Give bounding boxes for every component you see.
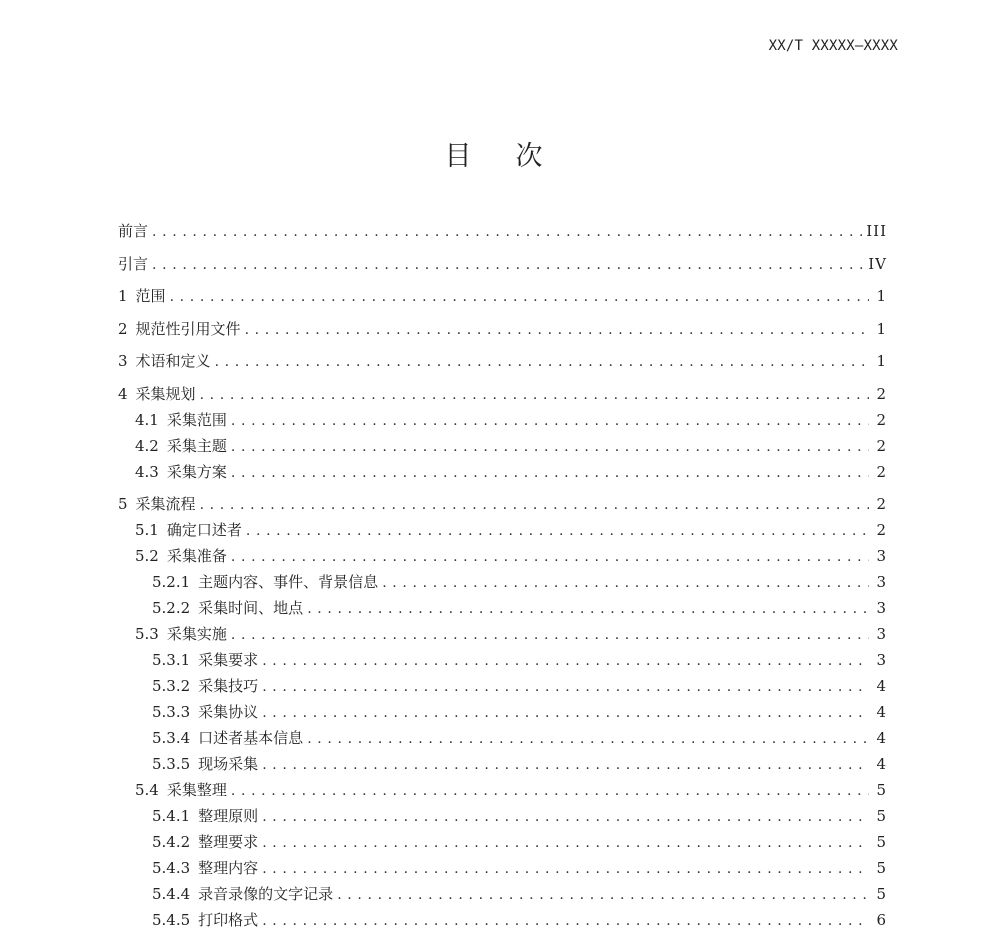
toc-entry[interactable]	[118, 699, 887, 725]
toc-entry-number: 5.3.4	[152, 729, 191, 747]
toc-entry[interactable]	[118, 647, 887, 673]
toc-entry[interactable]	[118, 725, 887, 751]
toc-entry-page-number: 3	[876, 573, 887, 591]
dot-leader	[152, 251, 864, 278]
dot-leader	[200, 381, 869, 408]
toc-entry-number: 5.4.5	[152, 911, 191, 929]
toc-entry-title: 录音录像的文字记录	[198, 885, 334, 903]
toc-entry-title: 采集方案	[166, 462, 227, 481]
toc-title: 目次	[444, 141, 587, 172]
toc-entry[interactable]	[118, 855, 887, 881]
toc-entry[interactable]	[118, 621, 887, 647]
toc-entry-title: 采集技巧	[198, 677, 259, 695]
dot-leader	[246, 517, 869, 544]
toc-entry-page-number: 1	[876, 319, 887, 338]
toc-entry-title: 引言	[118, 254, 149, 273]
toc-entry-number: 5.3.2	[152, 677, 191, 695]
toc-entry-number: 5	[118, 495, 128, 513]
dot-leader	[262, 907, 869, 934]
dot-leader	[231, 459, 869, 486]
toc-entry-number: 5.3.5	[152, 755, 191, 773]
toc-entry-page-number: IV	[868, 254, 887, 273]
toc-entry-number: 2	[118, 319, 128, 338]
toc-entry-page-number: 5	[876, 781, 887, 799]
toc-entry-number: 5.4.3	[152, 859, 191, 877]
toc-entry[interactable]	[118, 803, 887, 829]
dot-leader	[170, 283, 869, 310]
toc-entry-page-number: 5	[876, 833, 887, 851]
toc-entry-title: 整理要求	[198, 833, 259, 851]
toc-entry-title: 采集整理	[166, 781, 227, 799]
toc-entry-title: 采集流程	[135, 495, 196, 513]
toc-entry[interactable]	[118, 907, 887, 933]
toc-entry-number: 4	[118, 384, 128, 403]
toc-entry-page-number: 6	[876, 911, 887, 929]
dot-leader	[231, 433, 869, 460]
toc-entry[interactable]	[118, 829, 887, 855]
dot-leader	[231, 407, 869, 434]
toc-entry-title: 采集规划	[135, 384, 196, 403]
toc-entry[interactable]	[118, 751, 887, 777]
toc-entry-page-number: 4	[876, 755, 887, 773]
toc-entry-title: 整理内容	[198, 859, 259, 877]
toc-entry[interactable]	[118, 251, 887, 277]
dot-leader	[307, 595, 869, 622]
toc-entry-number: 4.1	[135, 410, 159, 429]
toc-entry-page-number: 3	[876, 625, 887, 643]
toc-entry-title: 采集准备	[166, 547, 227, 565]
toc-entry[interactable]	[118, 543, 887, 569]
toc-entry[interactable]	[118, 407, 887, 433]
dot-leader	[231, 621, 869, 648]
toc-entry-page-number: 2	[876, 495, 887, 513]
toc-entry[interactable]	[118, 218, 887, 244]
dot-leader	[337, 881, 869, 908]
table-of-contents	[118, 218, 887, 933]
toc-entry-page-number: 3	[876, 599, 887, 617]
toc-entry[interactable]	[118, 595, 887, 621]
toc-entry-title: 现场采集	[198, 755, 259, 773]
toc-entry-title: 范围	[135, 287, 166, 305]
toc-entry-page-number: 4	[876, 703, 887, 721]
dot-leader	[262, 829, 869, 856]
toc-entry-page-number: 1	[876, 287, 887, 305]
toc-entry[interactable]	[118, 459, 887, 485]
toc-entry-number: 5.4.4	[152, 885, 191, 903]
toc-entry-title: 采集范围	[166, 410, 227, 429]
toc-entry-title: 采集时间、地点	[198, 599, 304, 617]
toc-entry-page-number: III	[866, 222, 887, 240]
toc-entry-title: 采集协议	[198, 703, 259, 721]
standard-code: XX/T XXXXX—XXXX	[768, 38, 898, 54]
toc-entry[interactable]	[118, 881, 887, 907]
toc-entry-page-number: 1	[876, 352, 887, 370]
toc-entry-page-number: 2	[876, 384, 887, 403]
toc-entry[interactable]	[118, 316, 887, 342]
dot-leader	[262, 855, 869, 882]
dot-leader	[152, 218, 862, 245]
toc-entry-number: 5.2.1	[152, 573, 191, 591]
toc-entry-number: 5.3	[135, 625, 159, 643]
dot-leader	[262, 803, 869, 830]
toc-entry-page-number: 4	[876, 729, 887, 747]
toc-entry-number: 1	[118, 287, 128, 305]
dot-leader	[262, 699, 869, 726]
toc-entry-title: 术语和定义	[135, 352, 211, 370]
toc-entry-page-number: 5	[876, 885, 887, 903]
toc-entry[interactable]	[118, 673, 887, 699]
toc-entry[interactable]	[118, 569, 887, 595]
toc-entry[interactable]	[118, 283, 887, 309]
toc-entry-number: 5.3.3	[152, 703, 191, 721]
dot-leader	[200, 491, 869, 518]
toc-entry-page-number: 2	[876, 462, 887, 481]
toc-entry-title: 打印格式	[198, 911, 259, 929]
toc-entry-page-number: 2	[876, 410, 887, 429]
dot-leader	[262, 647, 869, 674]
dot-leader	[215, 348, 869, 375]
toc-entry-page-number: 2	[876, 436, 887, 455]
dot-leader	[231, 777, 869, 804]
toc-entry-page-number: 5	[876, 859, 887, 877]
toc-entry-number: 3	[118, 352, 128, 370]
toc-entry-number: 5.4.1	[152, 807, 191, 825]
toc-entry-number: 5.2	[135, 547, 159, 565]
dot-leader	[307, 725, 869, 752]
dot-leader	[231, 543, 869, 570]
toc-entry-number: 5.4.2	[152, 833, 191, 851]
toc-entry-page-number: 4	[876, 677, 887, 695]
toc-entry-number: 4.2	[135, 436, 159, 455]
toc-entry-number: 5.4	[135, 781, 159, 799]
toc-entry-number: 4.3	[135, 462, 159, 481]
dot-leader	[382, 569, 869, 596]
toc-entry[interactable]	[118, 491, 887, 517]
toc-entry-title: 采集要求	[198, 651, 259, 669]
toc-entry-page-number: 3	[876, 547, 887, 565]
toc-entry-title: 前言	[118, 222, 149, 240]
toc-entry-number: 5.2.2	[152, 599, 191, 617]
toc-entry-page-number: 2	[876, 521, 887, 539]
toc-entry-title: 采集主题	[166, 436, 227, 455]
dot-leader	[245, 316, 869, 343]
dot-leader	[262, 673, 869, 700]
toc-entry-number: 5.1	[135, 521, 159, 539]
toc-entry-title: 口述者基本信息	[198, 729, 304, 747]
dot-leader	[262, 751, 869, 778]
toc-entry-page-number: 3	[876, 651, 887, 669]
toc-entry-title: 确定口述者	[166, 521, 242, 539]
toc-entry[interactable]	[118, 381, 887, 407]
toc-entry-title: 规范性引用文件	[135, 319, 241, 338]
toc-entry-number: 5.3.1	[152, 651, 191, 669]
toc-entry-title: 采集实施	[166, 625, 227, 643]
toc-entry[interactable]	[118, 517, 887, 543]
toc-entry[interactable]	[118, 433, 887, 459]
toc-entry[interactable]	[118, 348, 887, 374]
toc-entry-page-number: 5	[876, 807, 887, 825]
toc-entry-title: 整理原则	[198, 807, 259, 825]
toc-entry[interactable]	[118, 777, 887, 803]
toc-entry-title: 主题内容、事件、背景信息	[198, 573, 379, 591]
